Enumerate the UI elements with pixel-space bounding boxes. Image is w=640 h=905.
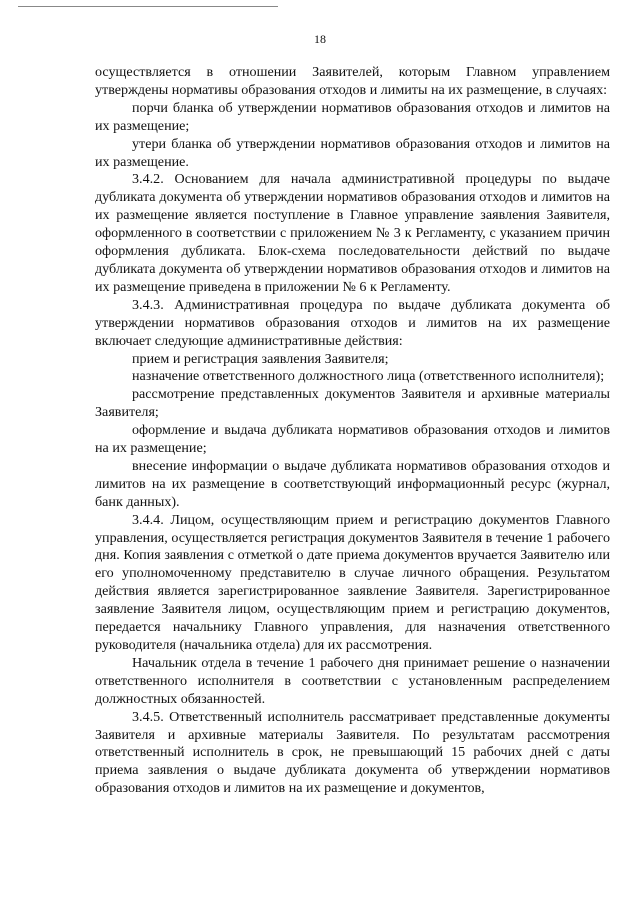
paragraph: Начальник отдела в течение 1 рабочего дня принимает решение о назначении ответственного исполнителя в соответствии с установленным распределением должностных обязанностей.: [95, 654, 610, 707]
paragraph: 3.4.2. Основанием для начала административной процедуры по выдаче дубликата документа об утверждении нормативов образования отходов и лимитов на их размещение является поступление в Главное управление заявления Заявителя, оформленного в соответствии с приложением № 3 к Регламенту, с указанием причин оформления дубликата. Блок-схема последовательности действий по выдаче дубликата документа об утверждении нормативов образования отходов и лимитов на их размещение приведена в приложении № 6 к Регламенту.: [95, 171, 610, 295]
paragraph: прием и регистрация заявления Заявителя;: [132, 350, 389, 367]
paragraph: оформление и выдача дубликата нормативов образования отходов и лимитов на их размещение;: [95, 422, 610, 457]
paragraph: назначение ответственного должностного лица (ответственного исполнителя);: [132, 368, 605, 385]
paragraph: осуществляется в отношении Заявителей, которым Главном управлением утверждены нормативы образования отходов и лимиты на их размещение, в случаях:: [95, 64, 610, 98]
paragraph: 3.4.5. Ответственный исполнитель рассматривает представленные документы Заявителя и архивные материалы Заявителя. По результатам рассмотрения ответственный исполнитель в срок, не превышающий 15 рабочих дней с даты приема заявления о выдаче дубликата документа об утверждении нормативов образования отходов и лимитов на их размещение и документов,: [95, 708, 610, 797]
page-number: 18: [314, 32, 326, 46]
paragraph: рассмотрение представленных документов Заявителя и архивные материалы Заявителя;: [95, 386, 610, 421]
document-body: [95, 64, 610, 798]
paragraph: порчи бланка об утверждении нормативов образования отходов и лимитов на их размещение;: [95, 99, 610, 134]
paragraph: утери бланка об утверждении нормативов образования отходов и лимитов на их размещение.: [95, 135, 610, 170]
paragraph: 3.4.3. Административная процедура по выдаче дубликата документа об утверждении нормативов образования отходов и лимитов на их размещение включает следующие административные действия:: [95, 296, 610, 349]
paragraph: 3.4.4. Лицом, осуществляющим прием и регистрацию документов Главного управления, осуществляется регистрация документов Заявителя в течение 1 рабочего дня. Копия заявления с отметкой о дате приема документов вручается Заявителю или его уполномоченному представителю в случае личного обращения. Результатом действия является зарегистрированное заявление Заявителя. Зарегистрированное заявление Заявителя лицом, осуществляющим прием и регистрацию документов, передается начальнику Главного управления, для назначения ответственного руководителя (начальника отдела) для их рассмотрения.: [95, 511, 610, 653]
paragraph: внесение информации о выдаче дубликата нормативов образования отходов и лимитов на их размещение в соответствующий информационный ресурс (журнал, банк данных).: [95, 457, 610, 510]
top-rule: [18, 6, 278, 7]
